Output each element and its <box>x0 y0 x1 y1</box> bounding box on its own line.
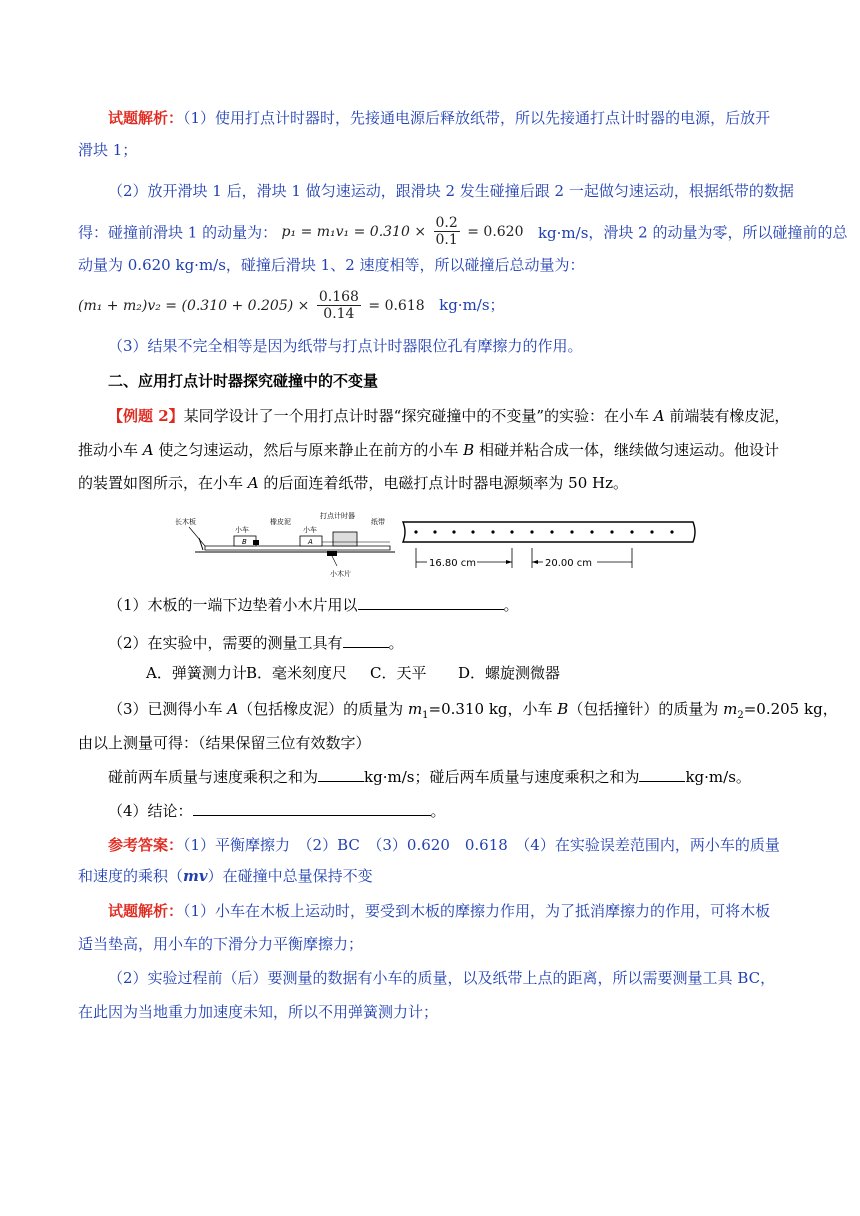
eq2-num: 0.168 <box>318 289 359 305</box>
ex2-t2: 前端装有橡皮泥， <box>664 407 790 425</box>
q3-m1: m <box>407 700 423 718</box>
q4-period: 。 <box>430 802 446 820</box>
eq2-rhs: = 0.618 <box>368 297 425 314</box>
eq2-den: 0.14 <box>323 306 355 322</box>
arrowhead-1 <box>506 560 512 564</box>
analysis1-line4 <box>78 217 847 250</box>
tape-diagram <box>403 522 695 569</box>
answer-t2b: ）在碰撞中总量保持不变 <box>207 867 373 885</box>
ex2-t3: 推动小车 <box>78 441 143 459</box>
tape-dot <box>471 530 474 533</box>
distance-1: 16.80 cm <box>429 558 477 569</box>
question-2-options <box>146 663 560 683</box>
question-3: （3）已测得小车 A（包括橡皮泥）的质量为 $m_1=0.310$ kg，小车 B（包括撞针）的质量为 $m_2=0.205$ kg， <box>108 700 838 721</box>
equation-total <box>78 289 505 322</box>
ex2-b1: B <box>463 441 475 459</box>
question-3-line3 <box>108 766 751 787</box>
tape-dot <box>414 530 417 533</box>
eq2-fraction <box>317 289 361 322</box>
q3-blank-1 <box>318 766 364 782</box>
analysis1-line1 <box>108 108 770 128</box>
tape-dot <box>433 530 436 533</box>
tape-dot <box>491 530 494 533</box>
leader-block <box>332 556 337 566</box>
q3-m2: m <box>723 700 738 718</box>
section-heading: 二、应用打点计时器探究碰撞中的不变量 <box>108 372 379 390</box>
answer-mv: mv <box>183 867 208 885</box>
ex2-a1: A <box>653 407 665 425</box>
tape-dot <box>590 530 593 533</box>
eq2-unit: kg·m/s； <box>439 295 505 314</box>
answer-label: 参考答案： <box>108 836 184 854</box>
answer-line2 <box>78 866 373 886</box>
label-long-board: 长木板 <box>175 518 196 526</box>
tape-dot <box>610 530 613 533</box>
question-1 <box>108 594 519 615</box>
ex2-a3: A <box>247 474 259 492</box>
q3-l3b: kg·m/s；碰后两车质量与速度乘积之和为 <box>364 768 640 786</box>
apparatus-diagram <box>175 511 395 578</box>
q3-l3a: 碰前两车质量与速度乘积之和为 <box>108 768 319 786</box>
leader-board <box>189 527 205 546</box>
option-c: C．天平 <box>370 664 427 682</box>
eq2-lhs: (m₁ + m₂)v₂ = (0.310 + 0.205) × <box>78 297 310 314</box>
ex2-t1: 某同学设计了一个用打点计时器“探究碰撞中的不变量”的实验：在小车 <box>183 407 654 425</box>
q2-period: 。 <box>388 634 404 652</box>
analysis1-line3: （2）放开滑块 1 后，滑块 1 做匀速运动，跟滑块 2 发生碰撞后跟 2 一起做匀速运动，根据纸带的数据 <box>108 182 794 200</box>
eq1-rhs: = 0.620 <box>467 223 524 240</box>
long-board <box>205 546 390 550</box>
label-block: 小木片 <box>330 570 351 578</box>
experiment-figure <box>175 510 700 580</box>
q1-text: （1）木板的一端下边垫着小木片用以 <box>108 596 358 614</box>
q3-t5: =0.205 kg， <box>743 700 838 718</box>
question-4 <box>108 800 446 821</box>
eq1-fraction <box>434 215 460 248</box>
ex2-t6: 的装置如图所示，在小车 <box>78 474 248 492</box>
q3-t2: （包括橡皮泥）的质量为 <box>238 700 408 718</box>
example2-line3 <box>78 473 628 493</box>
option-d: D．螺旋测微器 <box>458 664 561 682</box>
q3-t1: （3）已测得小车 <box>108 700 228 718</box>
analysis1-label: 试题解析： <box>108 109 184 127</box>
ex2-t7: 的后面连着纸带，电磁打点计时器电源频率为 50 Hz。 <box>258 474 629 492</box>
example2-label: 【例题 2】 <box>108 407 184 425</box>
q3-t4: （包括撞针）的质量为 <box>568 700 724 718</box>
tape-dot <box>630 530 633 533</box>
q3-b: B <box>557 700 569 718</box>
label-cart-a: 小车 <box>303 526 317 534</box>
q2-blank <box>343 632 389 648</box>
analysis2-line1 <box>108 901 770 921</box>
label-cart-b: 小车 <box>235 526 249 534</box>
distance-2: 20.00 cm <box>545 558 593 569</box>
tape-dot <box>670 530 673 533</box>
q4-blank <box>193 800 431 816</box>
label-tape: 纸带 <box>371 518 385 526</box>
eq2 <box>78 289 429 322</box>
answer-line1 <box>108 835 780 855</box>
tape-dot <box>510 530 513 533</box>
board-stop <box>199 538 203 550</box>
tape-dot <box>570 530 573 533</box>
cart-a-letter: A <box>308 538 313 546</box>
arrowhead-2 <box>532 560 538 564</box>
cart-b-letter: B <box>242 538 247 546</box>
eq1-den: 0.1 <box>435 232 458 248</box>
analysis1-line5: 动量为 0.620 kg·m/s，碰撞后滑块 1、2 速度相等，所以碰撞后总动量为： <box>78 256 585 274</box>
q4-text: （4）结论： <box>108 802 193 820</box>
analysis2-line2: 适当垫高，用小车的下滑分力平衡摩擦力； <box>78 935 364 953</box>
tape-dot <box>550 530 553 533</box>
option-b: B．毫米刻度尺 <box>246 664 348 682</box>
tape-dot <box>650 530 653 533</box>
q3-t3: =0.310 kg，小车 <box>428 700 558 718</box>
putty-lump <box>253 540 259 545</box>
analysis1-line2: 滑块 1； <box>78 141 138 159</box>
ex2-a2: A <box>142 441 154 459</box>
eq1-lhs: p₁ = m₁v₁ = 0.310 × <box>281 223 427 240</box>
question-2 <box>108 632 404 653</box>
q3-l3c: kg·m/s。 <box>685 768 751 786</box>
q3-blank-2 <box>639 766 685 782</box>
ex2-t5: 相碰并粘合成一体，继续做匀速运动。他设计 <box>474 441 779 459</box>
eq1-num: 0.2 <box>435 215 458 231</box>
wood-block <box>327 551 337 556</box>
analysis1-line6: （3）结果不完全相等是因为纸带与打点计时器限位孔有摩擦力的作用。 <box>108 337 583 355</box>
ex2-t4: 使之匀速运动，然后与原来静止在前方的小车 <box>153 441 464 459</box>
analysis2-line3: （2）实验过程前（后）要测量的数据有小车的质量，以及纸带上点的距离，所以需要测量工具 BC， <box>108 969 776 987</box>
answer-t2a: 和速度的乘积（ <box>78 867 184 885</box>
dot-timer <box>333 532 357 546</box>
analysis2-label: 试题解析： <box>108 902 184 920</box>
q1-blank <box>358 594 504 610</box>
analysis2-line4: 在此因为当地重力加速度未知，所以不用弹簧测力计； <box>78 1003 439 1021</box>
analysis1-text4b: ，滑块 2 的动量为零，所以碰撞前的总 <box>588 223 848 242</box>
example2-line2 <box>78 440 779 460</box>
analysis1-text1: （1）使用打点计时器时，先接通电源后释放纸带，所以先接通打点计时器的电源，后放开 <box>183 109 771 127</box>
tape-dot <box>530 530 533 533</box>
tape-dot <box>452 530 455 533</box>
label-timer: 打点计时器 <box>320 512 355 520</box>
q1-period: 。 <box>503 596 519 614</box>
question-3-line2: 由以上测量可得：（结果保留三位有效数字） <box>78 734 371 752</box>
label-putty: 橡皮泥 <box>270 518 291 526</box>
answer-text1: （1）平衡摩擦力 （2）BC （3）0.620 0.618 （4）在实验误差范围内，两小车的质量 <box>183 836 780 854</box>
example2-line1 <box>108 406 789 426</box>
option-a: A．弹簧测力计 <box>146 664 247 682</box>
equation-p1 <box>277 215 528 248</box>
eq1-unit: kg·m/s <box>537 223 589 242</box>
analysis1-text4a: 得：碰撞前滑块 1 的动量为： <box>78 223 278 242</box>
q3-a: A <box>227 700 239 718</box>
analysis2-t1: （1）小车在木板上运动时，要受到木板的摩擦力作用，为了抵消摩擦力的作用，可将木板 <box>183 902 771 920</box>
q2-text: （2）在实验中，需要的测量工具有 <box>108 634 343 652</box>
